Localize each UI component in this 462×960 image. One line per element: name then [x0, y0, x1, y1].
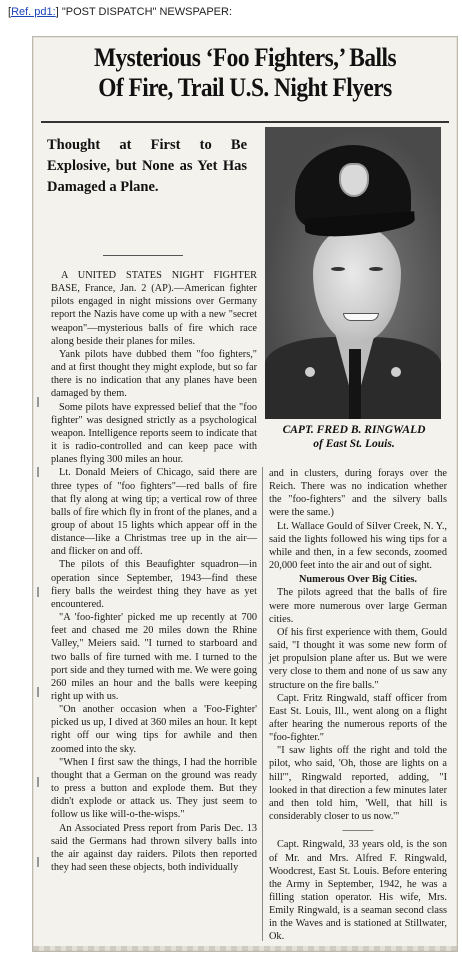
scan-margin-marks: [35, 357, 45, 877]
ref-bracket-open: [: [8, 6, 12, 18]
headline-line-2: Of Fire, Trail U.S. Night Flyers: [98, 73, 392, 102]
photo-eye: [331, 267, 345, 271]
newspaper-clipping: [32, 36, 458, 952]
column-rule: [262, 467, 263, 941]
paragraph: Yank pilots have dubbed them "foo fighters," and at first thought they might explode, but so far there is no indication that any planes have been damaged by them.: [51, 348, 257, 400]
ref-bracket-close: ]: [55, 6, 59, 18]
deck: Thought at First to Be Explosive, but None as Yet Has Damaged a Plane.: [47, 137, 247, 195]
article-column-2: [269, 467, 447, 944]
section-separator: ———: [342, 825, 374, 837]
caption-line-2: of East St. Louis.: [313, 438, 395, 450]
cap-insignia-icon: [341, 165, 367, 195]
photo-eye: [369, 267, 383, 271]
headline-rule: [41, 121, 449, 123]
paragraph: Lt. Donald Meiers of Chicago, said there are three types of "foo fighters"—red balls of fire that fly along at wing tip; a vertical row of three balls of fire which fly in front of the planes, and a group of about 15 lights which appear off in the distance—like a Christmas tree up in the air—and flicker on and off.: [51, 467, 257, 558]
torn-edge: [33, 946, 457, 951]
paragraph: "A 'foo-fighter' picked me up recently at 700 feet and chased me 20 miles down the Rhine Valley," Meiers said. "I turned to starboard and two balls of fire turned with me. I turned to the port side and they turned with me. We were going 260 miles an hour and the balls were keeping right up with us.: [51, 612, 257, 702]
headline-line-1: Mysterious ‘Foo Fighters,’ Balls: [93, 43, 397, 72]
caption-line-1: CAPT. FRED B. RINGWALD: [282, 424, 426, 436]
photo-caption: [265, 423, 443, 451]
paragraph: Lt. Wallace Gould of Silver Creek, N. Y., said the lights followed his wing tips for a while and then, in a few seconds, zoomed 20,000 feet into the air and out of sight.: [269, 520, 447, 572]
subhead: Numerous Over Big Cities.: [298, 574, 418, 586]
ref-source: "POST DISPATCH" NEWSPAPER:: [61, 6, 233, 18]
paragraph: "On another occasion when a 'Foo-Fighter' picked us up, I dived at 360 miles an hour. It kept right off our wing tips for awhile and then zoomed into the sky.: [51, 704, 257, 755]
reference-line: [8, 6, 232, 18]
photo-smile: [343, 313, 379, 321]
paragraph: Capt. Ringwald, 33 years old, is the son of Mr. and Mrs. Alfred F. Ringwald, Woodcrest, East St. Louis. Before entering the Army in September, 1942, he was a filling station operator. His wife, Mrs. Emily Ringwald, is a seaman second class in the Waves and is stationed at Stillwater, Ok.: [269, 839, 447, 943]
paragraph: Some pilots have expressed belief that the "foo fighter" was designed strictly as a psychological weapon. Intelligence reports seem to indicate that it is radio-controlled and can keep pace with planes flying 300 miles an hour.: [51, 401, 257, 466]
article-column-1: [51, 269, 257, 874]
paragraph: An Associated Press report from Paris Dec. 13 said the Germans had thrown silvery balls into the air against day raiders. Pilots then reported they had seen these objects, both individually: [51, 822, 257, 874]
paragraph: A UNITED STATES NIGHT FIGHTER BASE, France, Jan. 2 (AP).—American fighter pilots engaged in night missions over Germany report the Nazis have come up with a new "secret weapon"—mysterious balls of fire which race along beside their planes for miles.: [51, 270, 257, 347]
paragraph: "I saw lights off the right and told the pilot, who said, 'Oh, those are lights on a hill'", Ringwald reported, adding, "I looked in that direction a few minutes later and then told him, 'Well, that hill is considerably closer to us now.'": [269, 745, 447, 823]
portrait-photo: [265, 127, 441, 419]
ref-link[interactable]: Ref. pd1:: [11, 6, 56, 18]
collar-pin-icon: [391, 367, 401, 377]
paragraph: Capt. Fritz Ringwald, staff officer from East St. Louis, Ill., went along on a flight after hearing the numerous reports of the "foo-fighter.": [269, 692, 447, 744]
paragraph: and in clusters, during forays over the Reich. There was no indication whether the "foo-fighters" and the silvery balls were the same.): [269, 468, 447, 519]
photo-tie: [349, 349, 361, 419]
deck-rule: [103, 255, 183, 256]
paragraph: Of his first experience with them, Gould said, "I thought it was some new form of jet propulsion plane after us. But we were very close to them and none of us saw any structure on the fire balls.": [269, 626, 447, 691]
paragraph: "When I first saw the things, I had the horrible thought that a German on the ground was ready to press a button and explode them. But they didn't explode or attack us. They just seem to follow us like will-o-the-wisps.": [51, 756, 257, 821]
collar-pin-icon: [305, 367, 315, 377]
paragraph: The pilots agreed that the balls of fire were more numerous over large German cities.: [269, 587, 447, 625]
paragraph: The pilots of this Beaufighter squadron—in operation since September, 1943—find these fiery balls the weirdest thing they have as yet encountered.: [51, 559, 257, 610]
headline: [60, 43, 431, 103]
